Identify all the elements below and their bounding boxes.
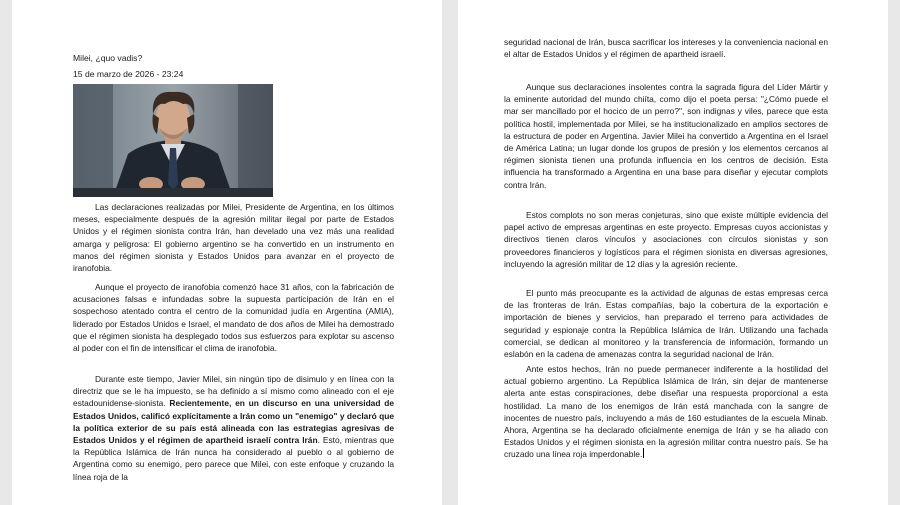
text-cursor [643,448,644,458]
article-title: Milei, ¿quo vadis? [73,53,143,63]
paragraph-6: El punto más preocupante es la actividad de algunas de estas empresas cerca de las fronteras de Irán. Estas compañías, bajo la cobertura de la exportación e importación de bienes y servicios, han preparado el terreno para actividades de seguridad y espionaje contra la República Islámica de Irán. Utilizando una fachada comercial, se dedican al monitoreo y la transferencia de información, formando un eslabón en la cadena de amenazas contra la seguridad nacional de Irán. [504,288,828,360]
paragraph-7 [504,363,828,461]
document-page-right [458,0,888,505]
document-page-left [12,0,442,505]
paragraph-continued: seguridad nacional de Irán, busca sacrificar los intereses y la conveniencia nacional en el altar de Estados Unidos y el régimen de apartheid israelí. [504,37,828,60]
paragraph-3-rest: . Esto, mientras que la República Islámica de Irán nunca ha considerado al pueblo o al gobierno de Argentina como su enemigo, pero parece que Milei, con este enfoque y cruzando la línea roja de la [73,435,394,482]
paragraph-3-bold: Recientemente, en un discurso en una universidad de Estados Unidos, calificó explícitamente a Irán como un "enemigo" y declaró que la política exterior de su país está alineada con las estrategias agresivas de Estados Unidos y el régimen de apartheid israelí contra Irán [73,398,394,446]
paragraph-3 [73,373,394,483]
paragraph-7-text: Ante estos hechos, Irán no puede permanecer indiferente a la hostilidad del actual gobierno argentino. La República Islámica de Irán, sin dejar de mantenerse alerta ante estas conspiraciones, debe diseñar una respuesta proporcional a esta hostilidad. La mano de los enemigos de Irán está manchada con la sangre de inocentes de nuestro país, incluyendo a más de 160 estudiantes de la escuela Minab. Ahora, Argentina se ha declarado oficialmente enemiga de Irán y se ha aliado con Estados Unidos y el régimen sionista en la agresión militar contra nuestro país. Se ha cruzado una línea roja imperdonable. [504,364,828,460]
article-date: 15 de marzo de 2026 - 23:24 [73,69,184,79]
paragraph-3-intro: Durante este tiempo, Javier Milei, sin ningún tipo de disimulo y en línea con la directriz que se le ha impuesto, se ha definido a sí mismo como alineado con el eje estadounidense-sionista. [73,374,394,409]
article-photo [73,84,273,197]
paragraph-5: Estos complots no son meras conjeturas, sino que existe múltiple evidencia del papel activo de empresas argentinas en este proyecto. Empresas cuyos accionistas y directivos tienen claros vínculos y asociaciones con círculos sionistas y son proveedores financieros y logísticos para el régimen sionista en diversas agresiones, incluyendo la agresión militar de 12 días y la agresión reciente. [504,210,828,269]
page-gap [442,0,458,505]
paragraph-2: Aunque el proyecto de iranofobia comenzó hace 31 años, con la fabricación de acusaciones falsas e infundadas sobre la supuesta participación de Irán en el sospechoso atentado contra el centro de la comunidad judía en Argentina (AMIA), liderado por Estados Unidos e Israel, el mandato de dos años de Milei ha demostrado que el régimen sionista ha desplegado todos sus esfuerzos para explotar su ascenso al poder con el fin de intensificar el clima de iranofobia. [73,282,394,354]
paragraph-4: Aunque sus declaraciones insolentes contra la sagrada figura del Líder Mártir y la eminente autoridad del mundo chiíta, como dijo el poeta persa: "¿Cómo puede el mar ser mancillado por el hocico de un perro?", son indignas y viles, parece que esta política hostil, implementada por Milei, se ha institucionalizado en amplios sectores de la estructura de poder en Argentina. Javier Milei ha convertido a Argentina en el Israel de América Latina; un lugar donde los grupos de presión y los elementos cercanos al régimen sionista tienen una profunda influencia en los centros de decisión. Esta influencia ha transformado a Argentina en una base para diseñar y ejecutar complots contra Irán. [504,82,828,190]
paragraph-1: Las declaraciones realizadas por Milei, Presidente de Argentina, en los últimos meses, especialmente después de la agresión militar ilegal por parte de Estados Unidos y el régimen sionista contra Irán, han develado una vez más una realidad amarga y peligrosa: El gobierno argentino se ha convertido en un instrumento en manos del régimen sionista y Estados Unidos para avanzar en el proyecto de iranofobia. [73,202,394,274]
